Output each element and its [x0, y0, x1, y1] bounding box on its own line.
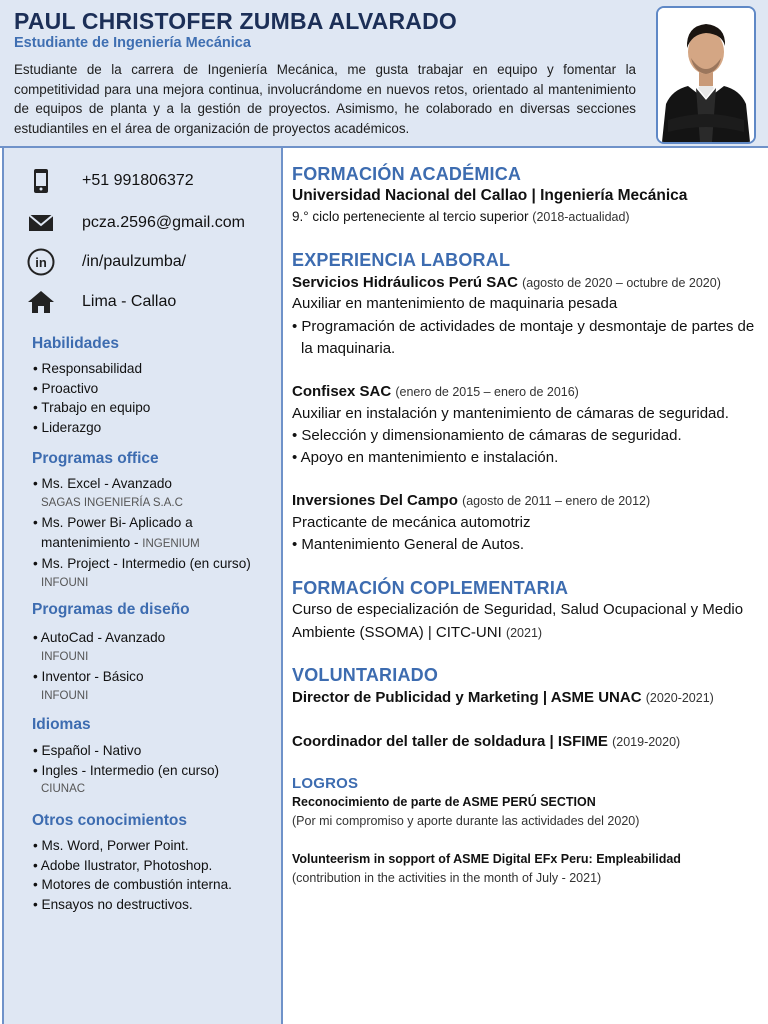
education-standing: 9.° ciclo perteneciente al tercio superior — [292, 209, 529, 224]
phone-icon — [26, 168, 56, 194]
candidate-subtitle: Estudiante de Ingeniería Mecánica — [14, 35, 251, 51]
job-company: Confisex SAC — [292, 383, 392, 400]
list-item: • Proactivo — [33, 380, 99, 396]
job-role: Auxiliar en mantenimiento de maquinaria pesada — [292, 295, 618, 312]
list-item-institution: CIUNAC — [41, 783, 86, 796]
achievements-title: LOGROS — [292, 775, 359, 792]
list-item-institution: INFOUNI — [41, 650, 89, 663]
job-date: (agosto de 2011 – enero de 2012) — [462, 494, 651, 508]
header — [0, 0, 768, 148]
complementary-title: FORMACIÓN COPLEMENTARIA — [292, 578, 569, 598]
contact-location — [26, 289, 177, 315]
office-title: Programas office — [32, 450, 159, 467]
languages-list — [33, 741, 219, 800]
home-icon — [26, 289, 56, 315]
other-knowledge-list — [33, 836, 232, 914]
contact-email — [26, 210, 245, 236]
job-company: Servicios Hidráulicos Perú SAC — [292, 274, 518, 291]
education-detail — [292, 209, 630, 224]
volunteer-role: Coordinador del taller de soldadura | ISFIME — [292, 733, 608, 750]
job-bullet-continuation: la maquinaria. — [301, 340, 396, 357]
job-date: (enero de 2015 – enero de 2016) — [395, 385, 579, 399]
achievement-label: Volunteerism in sopport of ASME Digital EFx Peru: Empleabilidad — [292, 852, 681, 866]
education-institution: Universidad Nacional del Callao | Ingeniería Mecánica — [292, 187, 688, 204]
list-item-institution: INGENIUM — [142, 537, 200, 550]
list-item-institution: INFOUNI — [41, 689, 89, 702]
experience-title: EXPERIENCIA LABORAL — [292, 250, 511, 270]
job-role: Auxiliar en instalación y mantenimiento de cámaras de seguridad. — [292, 405, 729, 422]
contact-linkedin — [26, 249, 187, 275]
education-date: (2018-actualidad) — [532, 210, 630, 224]
job-bullet: • Apoyo en mantenimiento e instalación. — [292, 449, 559, 466]
skills-list — [33, 359, 150, 437]
education-title: FORMACIÓN ACADÉMICA — [292, 164, 522, 184]
list-item: • Liderazgo — [33, 419, 102, 435]
office-list — [33, 474, 251, 594]
achievement-label: Reconocimiento de parte de ASME PERÚ SECTION — [292, 795, 596, 809]
linkedin-handle[interactable]: /in/paulzumba/ — [82, 253, 187, 270]
volunteer-date: (2020-2021) — [645, 691, 714, 705]
design-title: Programas de diseño — [32, 601, 190, 618]
list-item: • Ensayos no destructivos. — [33, 896, 193, 912]
job-header — [292, 383, 579, 400]
job-role: Practicante de mecánica automotriz — [292, 514, 531, 531]
profile-summary: Estudiante de la carrera de Ingeniería Mecánica, me gusta trabajar en equipo y fomentar la competitividad para una mejora continua, involucrándome en nuevos retos, orientado al mantenimiento de equipos de planta y a la gestión de proyectos. Asimismo, he colaborado en diversas secciones estudiantiles en el área de organización de proyectos académicos. — [14, 62, 636, 136]
profile-photo — [656, 6, 756, 144]
list-item-institution: INFOUNI — [41, 576, 89, 589]
list-item: • Ms. Excel - Avanzado — [33, 476, 172, 491]
candidate-name: PAUL CHRISTOFER ZUMBA ALVARADO — [14, 8, 457, 34]
languages-title: Idiomas — [32, 716, 91, 733]
list-item: • Ms. Word, Porwer Point. — [33, 838, 189, 853]
list-item: • Ms. Power Bi- Aplicado a — [33, 515, 193, 531]
job-company: Inversiones Del Campo — [292, 492, 458, 509]
svg-text:in: in — [35, 255, 47, 270]
portrait-illustration — [658, 8, 754, 142]
list-item: • Ingles - Intermedio (en curso) — [33, 762, 220, 778]
volunteer-item — [292, 689, 714, 706]
job-bullet: • Mantenimiento General de Autos. — [292, 536, 525, 553]
achievement-detail: (contribution in the activities in the month of July - 2021) — [292, 871, 602, 885]
list-item-continuation — [33, 533, 251, 555]
phone-number: +51 991806372 — [82, 172, 194, 189]
volunteer-title: VOLUNTARIADO — [292, 665, 439, 685]
job-bullet: • Selección y dimensionamiento de cámaras de seguridad. — [292, 427, 682, 444]
achievement-detail: (Por mi compromiso y aporte durante las actividades del 2020) — [292, 814, 640, 828]
list-item-institution: SAGAS INGENIERÍA S.A.C — [41, 496, 183, 509]
email-address[interactable]: pcza.2596@gmail.com — [82, 214, 245, 231]
complementary-course-continuation — [292, 624, 542, 641]
job-header — [292, 274, 721, 291]
other-knowledge-title: Otros conocimientos — [32, 812, 188, 829]
linkedin-icon — [26, 249, 56, 275]
complementary-course: Curso de especialización de Seguridad, Salud Ocupacional y Medio — [292, 601, 744, 618]
envelope-icon — [26, 210, 56, 236]
list-item: • Motores de combustión interna. — [33, 877, 232, 893]
job-bullet: • Programación de actividades de montaje y desmontaje de partes de — [292, 318, 755, 335]
list-item: • Adobe Ilustrator, Photoshop. — [33, 857, 213, 873]
job-header — [292, 492, 650, 509]
volunteer-date: (2019-2020) — [612, 735, 681, 749]
list-item: • Inventor - Básico — [33, 669, 144, 685]
list-item: • Responsabilidad — [33, 361, 143, 376]
list-item: • AutoCad - Avanzado — [33, 630, 166, 645]
skills-title: Habilidades — [32, 335, 119, 352]
design-list — [33, 628, 165, 706]
complementary-course-text: Ambiente (SSOMA) | CITC-UNI — [292, 624, 502, 641]
list-item: • Español - Nativo — [33, 743, 142, 758]
complementary-date: (2021) — [505, 626, 543, 640]
location-text: Lima - Callao — [82, 293, 177, 310]
list-item: • Trabajo en equipo — [33, 400, 151, 416]
contact-phone — [26, 168, 194, 194]
volunteer-item — [292, 733, 680, 750]
list-item-text: mantenimiento - — [41, 534, 143, 550]
job-date: (agosto de 2020 – octubre de 2020) — [522, 276, 721, 290]
volunteer-role: Director de Publicidad y Marketing | ASME UNAC — [292, 689, 642, 706]
list-item: • Ms. Project - Intermedio (en curso) — [33, 556, 251, 572]
